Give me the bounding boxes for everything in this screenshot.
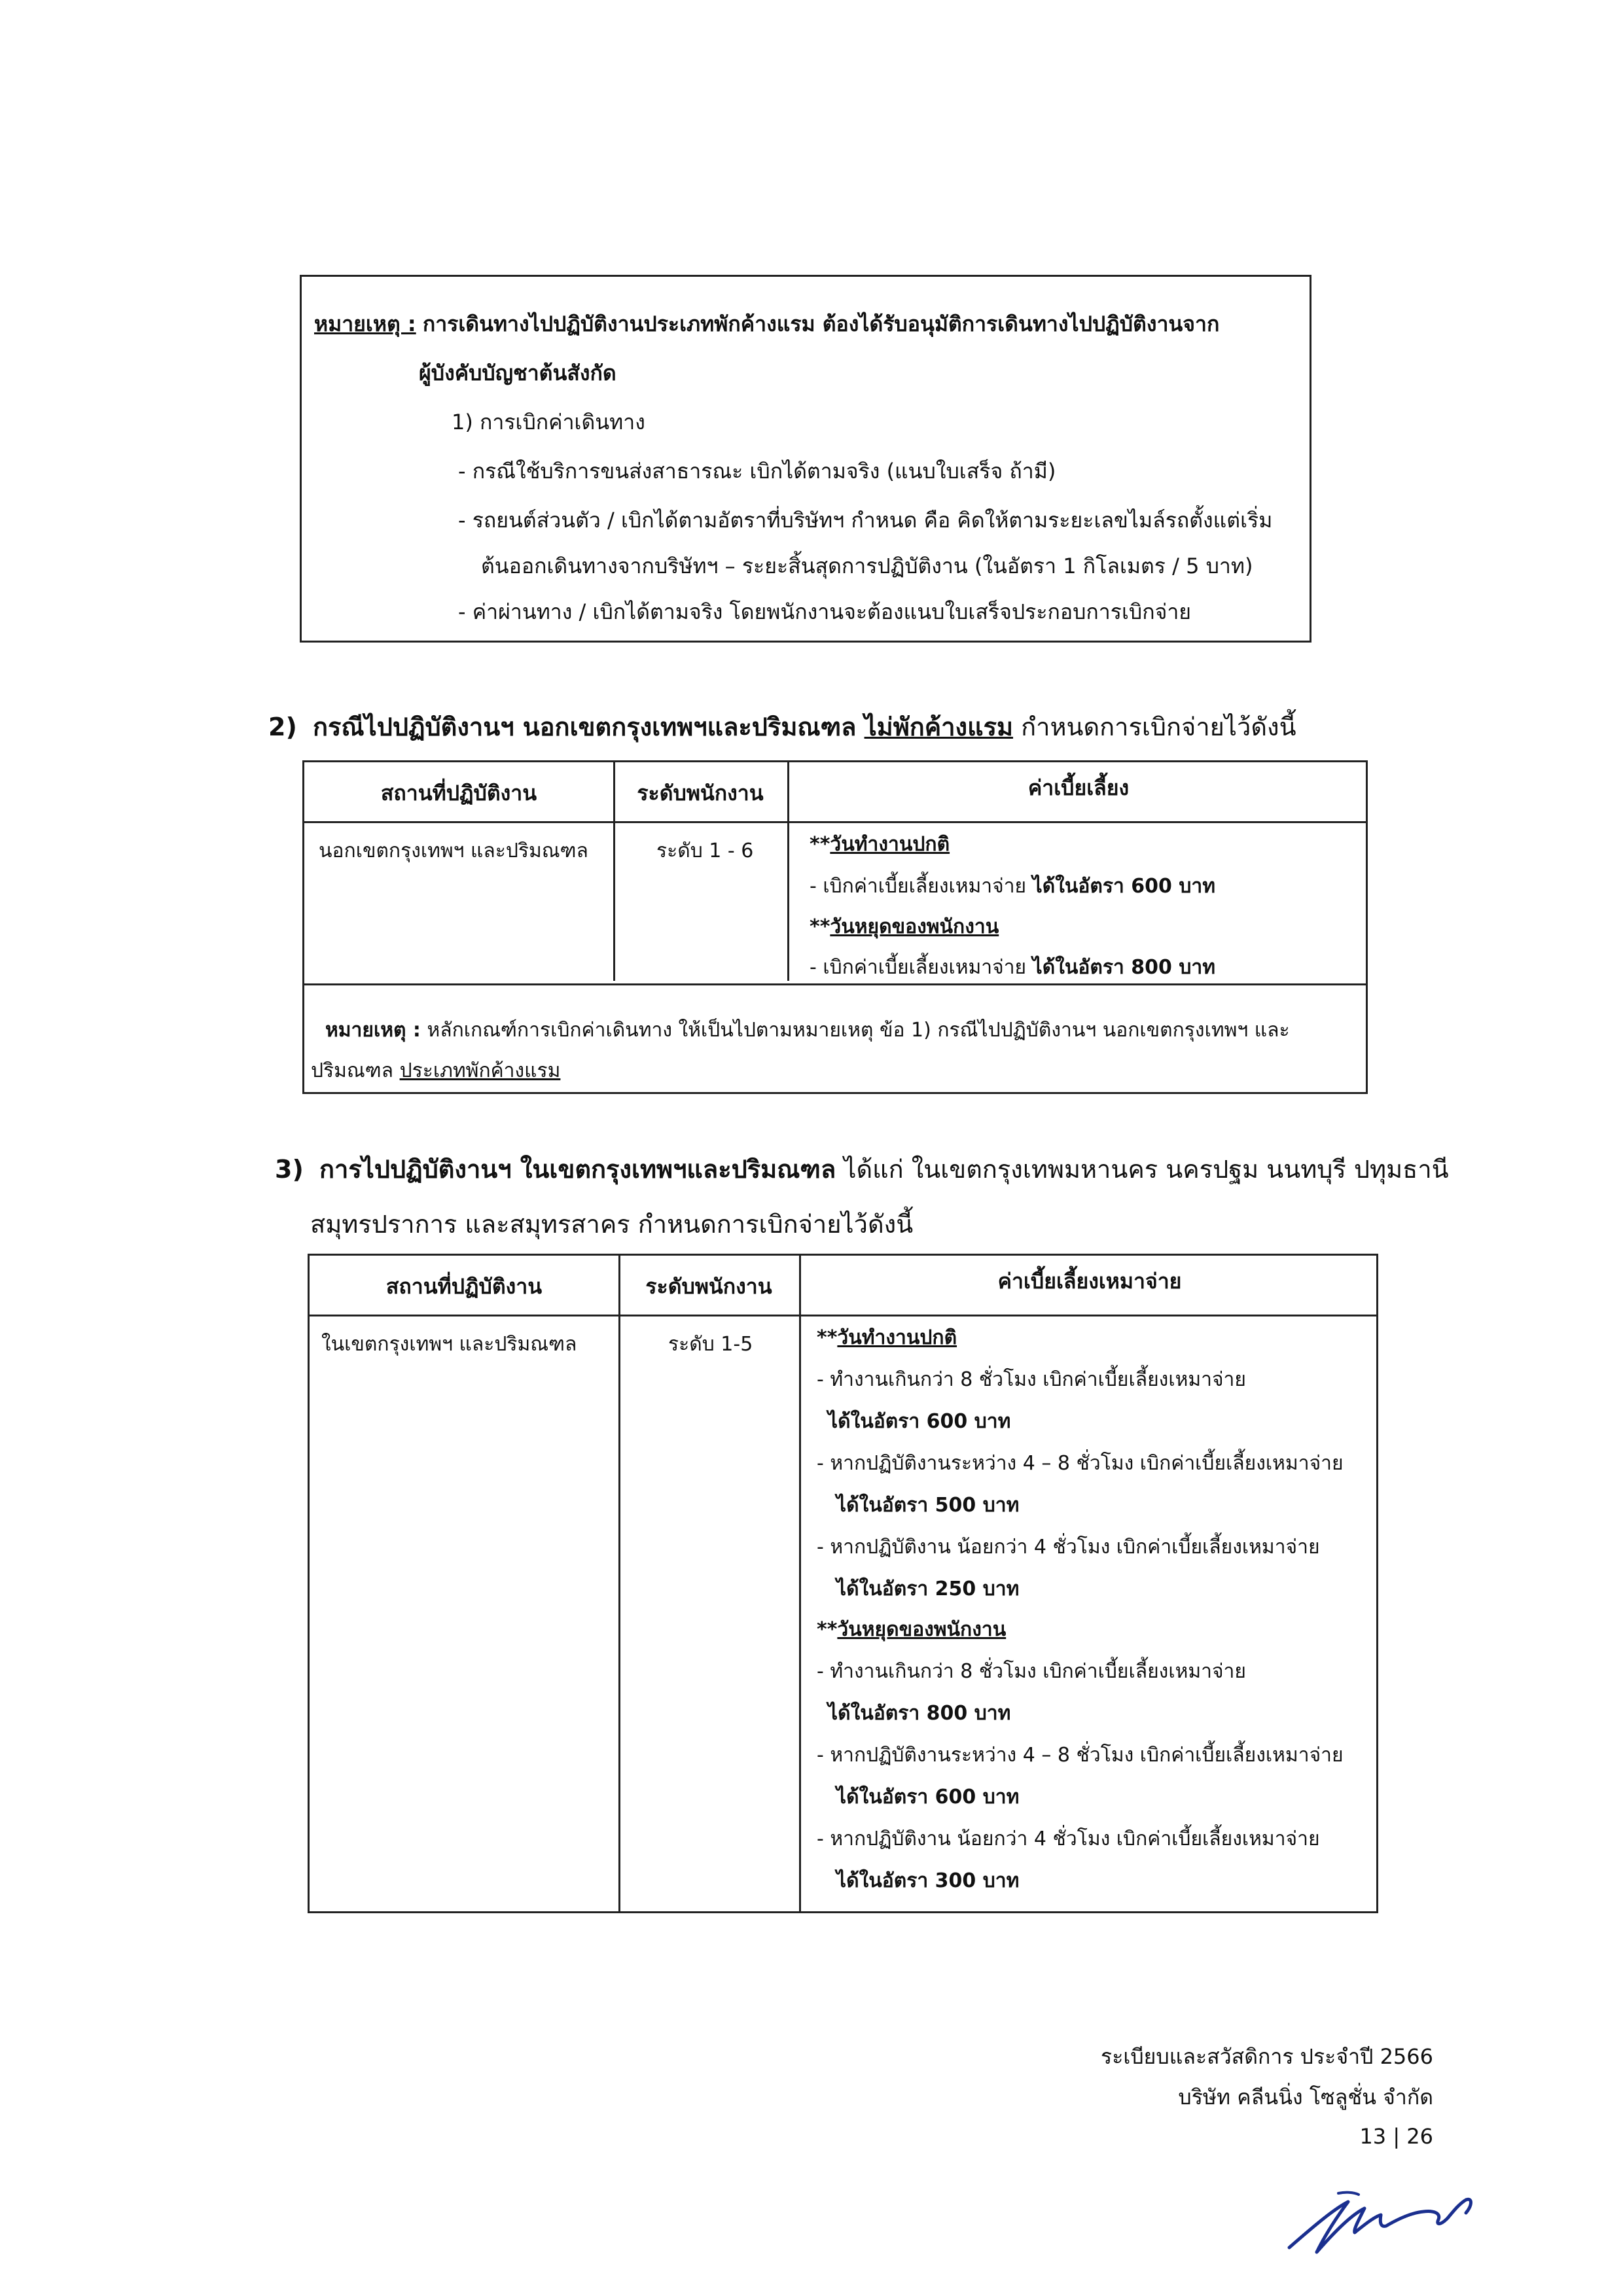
note-top-bullet3: - ค่าผ่านทาง / เบิกได้ตามจริง โดยพนักงานจะต้องแนบใบเสร็จประกอบการเบิกจ่าย [458,599,1192,624]
section3-holiday-prefix: ** [817,1618,838,1641]
section2-workday-desc: - เบิกค่าเบี้ยเลี้ยงเหมาจ่าย [810,875,1033,898]
note-top-label: หมายเหตุ : [314,311,416,336]
section2-underline: ไม่พักค้างแรม [864,713,1014,741]
section2-location: นอกเขตกรุงเทพฯ และปริมณฑล [319,839,588,862]
section2-level: ระดับ 1 - 6 [656,839,754,862]
section3-table [308,1254,1378,1913]
section2-note-text2: ปริมณฑล [311,1059,400,1082]
section2-holiday-heading [810,911,999,942]
section2-heading [268,707,1296,747]
section2-note-line1 [325,1015,1290,1046]
section3-h3-amount: ได้ในอัตรา 300 บาท [836,1869,1020,1892]
section2-number: 2) [268,713,297,741]
section2-note-text1: หลักเกณฑ์การเบิกค่าเดินทาง ให้เป็นไปตามหมายเหตุ ข้อ 1) กรณีไปปฏิบัติงานฯ นอกเขตกรุงเทพฯ และ [420,1019,1290,1042]
section3-w1-amount: ได้ในอัตรา 600 บาท [828,1410,1011,1433]
section2-workday-heading [810,829,950,860]
section3-w3-amount: ได้ในอัตรา 250 บาท [836,1578,1020,1600]
footer-regulation-title: ระเบียบและสวัสดิการ ประจำปี 2566 [1101,2044,1433,2069]
section3-heading [275,1149,1449,1189]
section3-holiday-heading [817,1614,1006,1645]
section2-header-divider [304,821,1366,823]
section3-number: 3) [275,1155,304,1184]
section2-header-allowance: ค่าเบี้ยเลี้ยง [1027,775,1130,800]
note-top-bullet1: - กรณีใช้บริการขนส่งสาธารณะ เบิกได้ตามจริง (แนบใบเสร็จ ถ้ามี) [458,459,1056,484]
section3-w3-desc: - หากปฏิบัติงาน น้อยกว่า 4 ชั่วโมง เบิกค่าเบี้ยเลี้ยงเหมาจ่าย [817,1536,1320,1559]
note-top-bullet2b: ต้นออกเดินทางจากบริษัทฯ – ระยะสิ้นสุดการปฏิบัติงาน (ในอัตรา 1 กิโลเมตร / 5 บาท) [481,554,1253,578]
section2-holiday-desc: - เบิกค่าเบี้ยเลี้ยงเหมาจ่าย [810,956,1033,979]
section3-col-divider-1 [618,1256,620,1911]
section3-location: ในเขตกรุงเทพฯ และปริมณฑล [321,1333,577,1356]
section3-h1-desc: - ทำงานเกินกว่า 8 ชั่วโมง เบิกค่าเบี้ยเลี้ยงเหมาจ่าย [817,1660,1246,1683]
section2-rest: กำหนดการเบิกจ่ายไว้ดังนี้ [1013,713,1296,741]
note-top-item1: 1) การเบิกค่าเดินทาง [452,410,645,434]
section2-header-location: สถานที่ปฏิบัติงาน [380,781,537,805]
section3-h3-desc: - หากปฏิบัติงาน น้อยกว่า 4 ชั่วโมง เบิกค่าเบี้ยเลี้ยงเหมาจ่าย [817,1828,1320,1850]
section3-workday-heading [817,1322,957,1353]
section3-header-divider [310,1315,1376,1316]
section2-workday-rate [810,871,1215,902]
section2-title: กรณีไปปฏิบัติงานฯ นอกเขตกรุงเทพฯและปริมณฑล [312,713,857,741]
section3-holiday-title: วันหยุดของพนักงาน [837,1618,1007,1641]
section3-col-divider-2 [799,1256,801,1911]
section2-holiday-amount: ได้ในอัตรา 800 บาท [1032,956,1216,979]
signature-mark [1276,2179,1499,2264]
section3-workday-title: วันทำงานปกติ [837,1326,957,1349]
section2-workday-prefix: ** [810,833,830,856]
section3-w1-desc: - ทำงานเกินกว่า 8 ชั่วโมง เบิกค่าเบี้ยเลี้ยงเหมาจ่าย [817,1368,1246,1391]
footer-page-number: 13 | 26 [1359,2124,1433,2149]
section3-workday-prefix: ** [817,1326,838,1349]
section3-w2-amount: ได้ในอัตรา 500 บาท [836,1494,1020,1517]
section2-holiday-rate [810,952,1215,983]
section3-w2-desc: - หากปฏิบัติงานระหว่าง 4 – 8 ชั่วโมง เบิกค่าเบี้ยเลี้ยงเหมาจ่าย [817,1452,1344,1475]
footer-company-name: บริษัท คลีนนิ่ง โซลูชั่น จำกัด [1178,2085,1433,2110]
section2-note-line2 [311,1055,560,1086]
section3-h2-desc: - หากปฏิบัติงานระหว่าง 4 – 8 ชั่วโมง เบิกค่าเบี้ยเลี้ยงเหมาจ่าย [817,1744,1344,1767]
note-top-line1 [314,308,1219,341]
note-top-text1: การเดินทางไปปฏิบัติงานประเภทพักค้างแรม ต้องได้รับอนุมัติการเดินทางไปปฏิบัติงานจาก [422,311,1220,336]
section2-note-link-text: ประเภทพักค้างแรม [399,1059,561,1082]
note-top-bullet2a: - รถยนต์ส่วนตัว / เบิกได้ตามอัตราที่บริษัทฯ กำหนด คือ คิดให้ตามระยะเลขไมล์รถตั้งแต่เริ่ม [458,508,1273,533]
section2-holiday-title: วันหยุดของพนักงาน [830,915,999,938]
section3-header-allowance: ค่าเบี้ยเลี้ยงเหมาจ่าย [997,1269,1182,1294]
section3-header-location: สถานที่ปฏิบัติงาน [385,1274,543,1299]
section2-header-level: ระดับพนักงาน [637,781,764,805]
section2-note-divider [304,983,1366,985]
section3-title: การไปปฏิบัติงานฯ ในเขตกรุงเทพฯและปริมณฑล [319,1155,836,1184]
section2-workday-amount: ได้ในอัตรา 600 บาท [1032,875,1216,898]
section3-header-level: ระดับพนักงาน [645,1274,772,1299]
section3-heading-line2: สมุทรปราการ และสมุทรสาคร กำหนดการเบิกจ่ายไว้ดังนี้ [310,1210,914,1239]
section3-h1-amount: ได้ในอัตรา 800 บาท [828,1702,1011,1725]
section3-rest: ได้แก่ ในเขตกรุงเทพมหานคร นครปฐม นนทบุรี ปทุมธานี [836,1155,1449,1184]
section2-workday-title: วันทำงานปกติ [830,833,950,856]
section2-table [302,760,1368,1094]
section2-note-label: หมายเหตุ : [325,1019,421,1042]
section3-h2-amount: ได้ในอัตรา 600 บาท [836,1786,1020,1809]
note-top-line2: ผู้บังคับบัญชาต้นสังกัด [419,361,616,385]
section3-level: ระดับ 1-5 [668,1333,753,1356]
section2-holiday-prefix: ** [810,915,830,938]
